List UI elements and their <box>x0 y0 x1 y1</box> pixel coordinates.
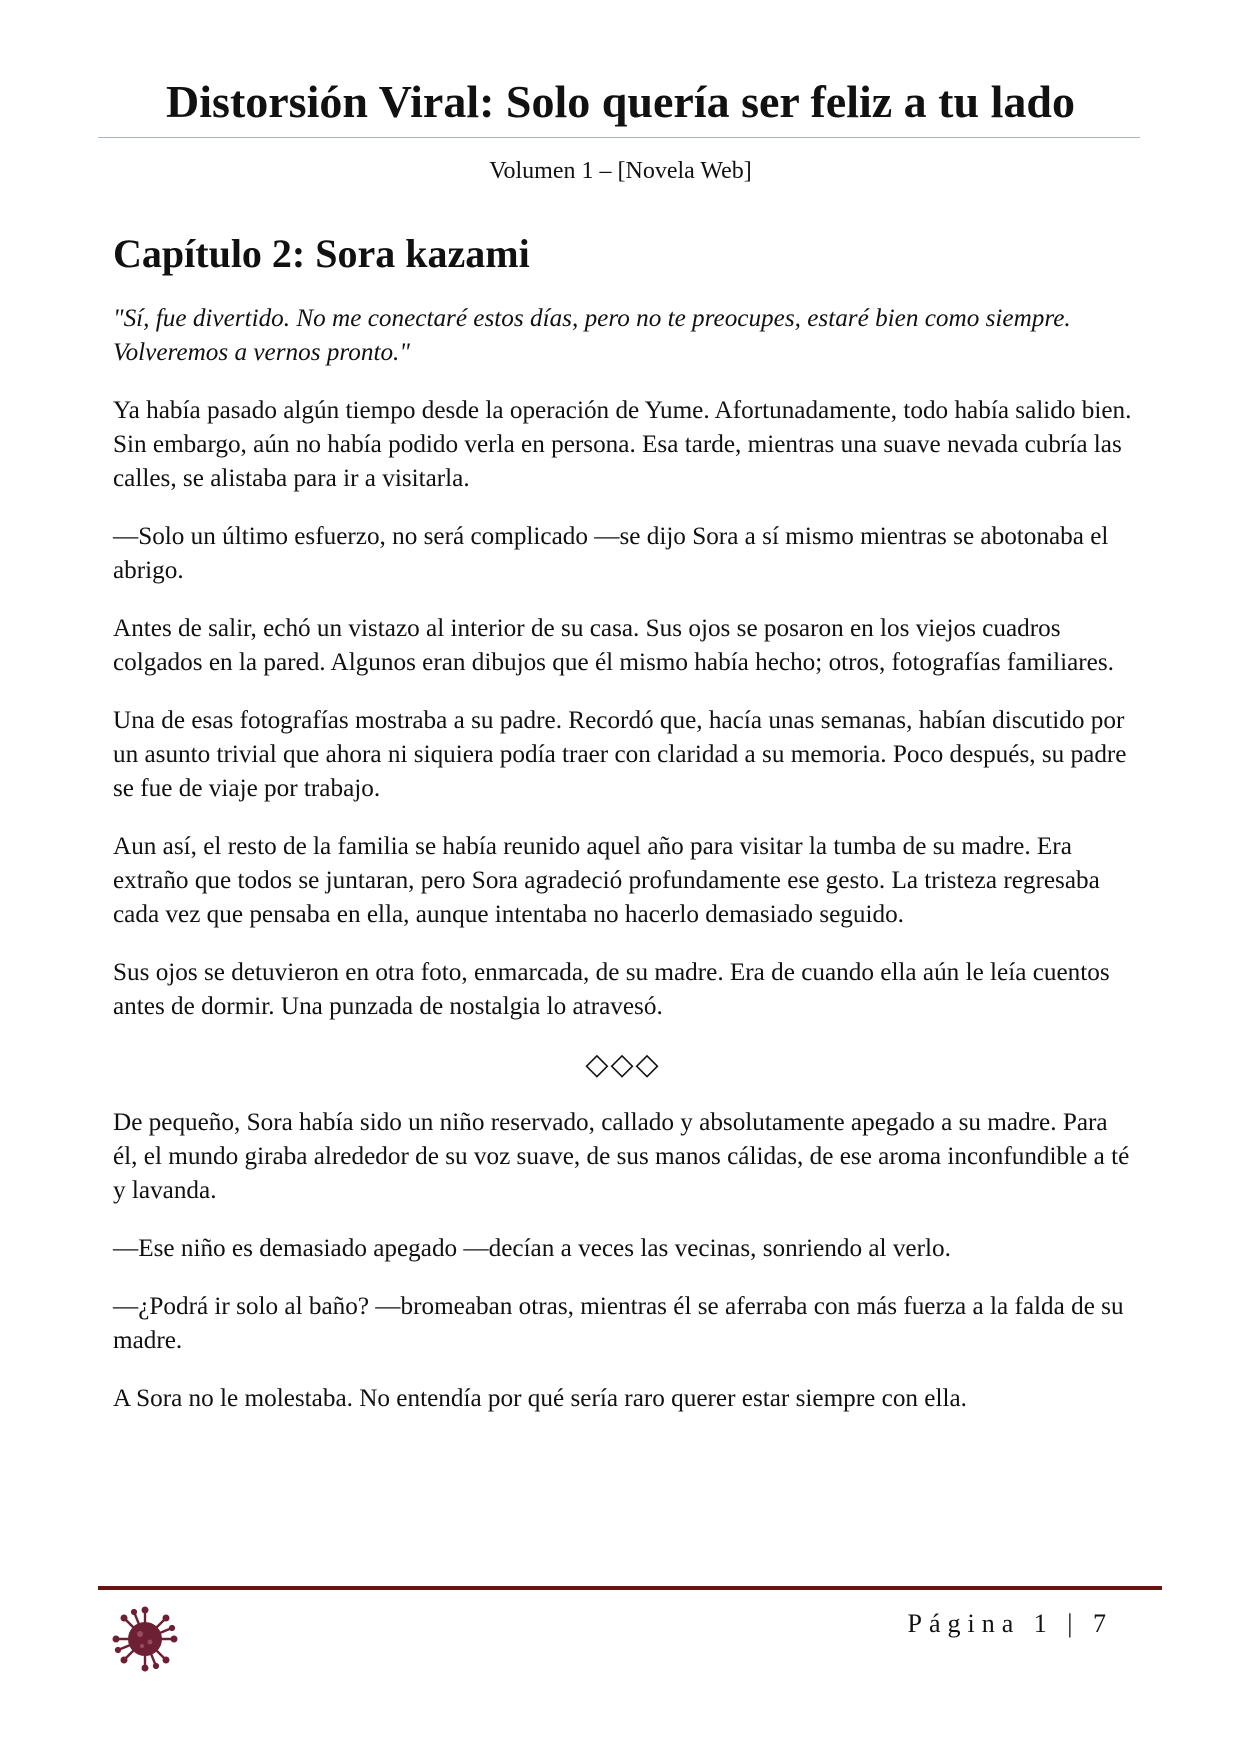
footer-divider <box>98 1586 1162 1590</box>
paragraph: A Sora no le molestaba. No entendía por qué sería raro querer estar siempre con ella. <box>113 1385 967 1412</box>
paragraph: —¿Podrá ir solo al baño? —bromeaban otras, mientras él se aferraba con más fuerza a la falda de su madre. <box>113 1293 1124 1354</box>
paragraph: Aun así, el resto de la familia se había reunido aquel año para visitar la tumba de su madre. Era extraño que todos se juntaran, pero Sora agradeció profundamente ese gesto. La tristeza regresaba cada vez que pensaba en ella, aunque intentaba no hacerlo demasiado seguido. <box>113 833 1100 928</box>
paragraph: Sus ojos se detuvieron en otra foto, enmarcada, de su madre. Era de cuando ella aún le leía cuentos antes de dormir. Una punzada de nostalgia lo atravesó. <box>113 959 1110 1020</box>
paragraph: Una de esas fotografías mostraba a su padre. Recordó que, hacía unas semanas, habían discutido por un asunto trivial que ahora ni siquiera podía traer con claridad a su memoria. Poco después, su padre se fue de viaje por trabajo. <box>113 707 1127 802</box>
title-divider <box>98 137 1140 138</box>
paragraph: Ya había pasado algún tiempo desde la operación de Yume. Afortunadamente, todo había salido bien. Sin embargo, aún no había podido verla en persona. Esa tarde, mientras una suave nevada cubría las calles, se alistaba para ir a visitarla. <box>113 397 1132 492</box>
paragraph: —Solo un último esfuerzo, no será complicado —se dijo Sora a sí mismo mientras se abotonaba el abrigo. <box>113 523 1109 584</box>
page-number: Página 1 | 7 <box>907 1609 1113 1638</box>
paragraph: Antes de salir, echó un vistazo al interior de su casa. Sus ojos se posaron en los viejos cuadros colgados en la pared. Algunos eran dibujos que él mismo había hecho; otros, fotografías familiares. <box>113 615 1114 676</box>
virus-icon <box>112 1606 178 1672</box>
epigraph: "Sí, fue divertido. No me conectaré estos días, pero no te preocupes, estaré bien como siempre. Volveremos a vernos pronto." <box>113 305 1071 366</box>
document-subtitle: Volumen 1 – [Novela Web] <box>489 158 752 184</box>
paragraph: —Ese niño es demasiado apegado —decían a veces las vecinas, sonriendo al verlo. <box>113 1235 951 1262</box>
scene-separator: ◇◇◇ <box>585 1048 661 1081</box>
paragraph: De pequeño, Sora había sido un niño reservado, callado y absolutamente apegado a su madre. Para él, el mundo giraba alrededor de su voz suave, de sus manos cálidas, de ese aroma inconfundible a té y lavanda. <box>113 1109 1130 1204</box>
chapter-body <box>113 302 1133 1440</box>
chapter-heading: Capítulo 2: Sora kazami <box>113 231 530 276</box>
document-title: Distorsión Viral: Solo quería ser feliz a tu lado <box>166 76 1075 127</box>
